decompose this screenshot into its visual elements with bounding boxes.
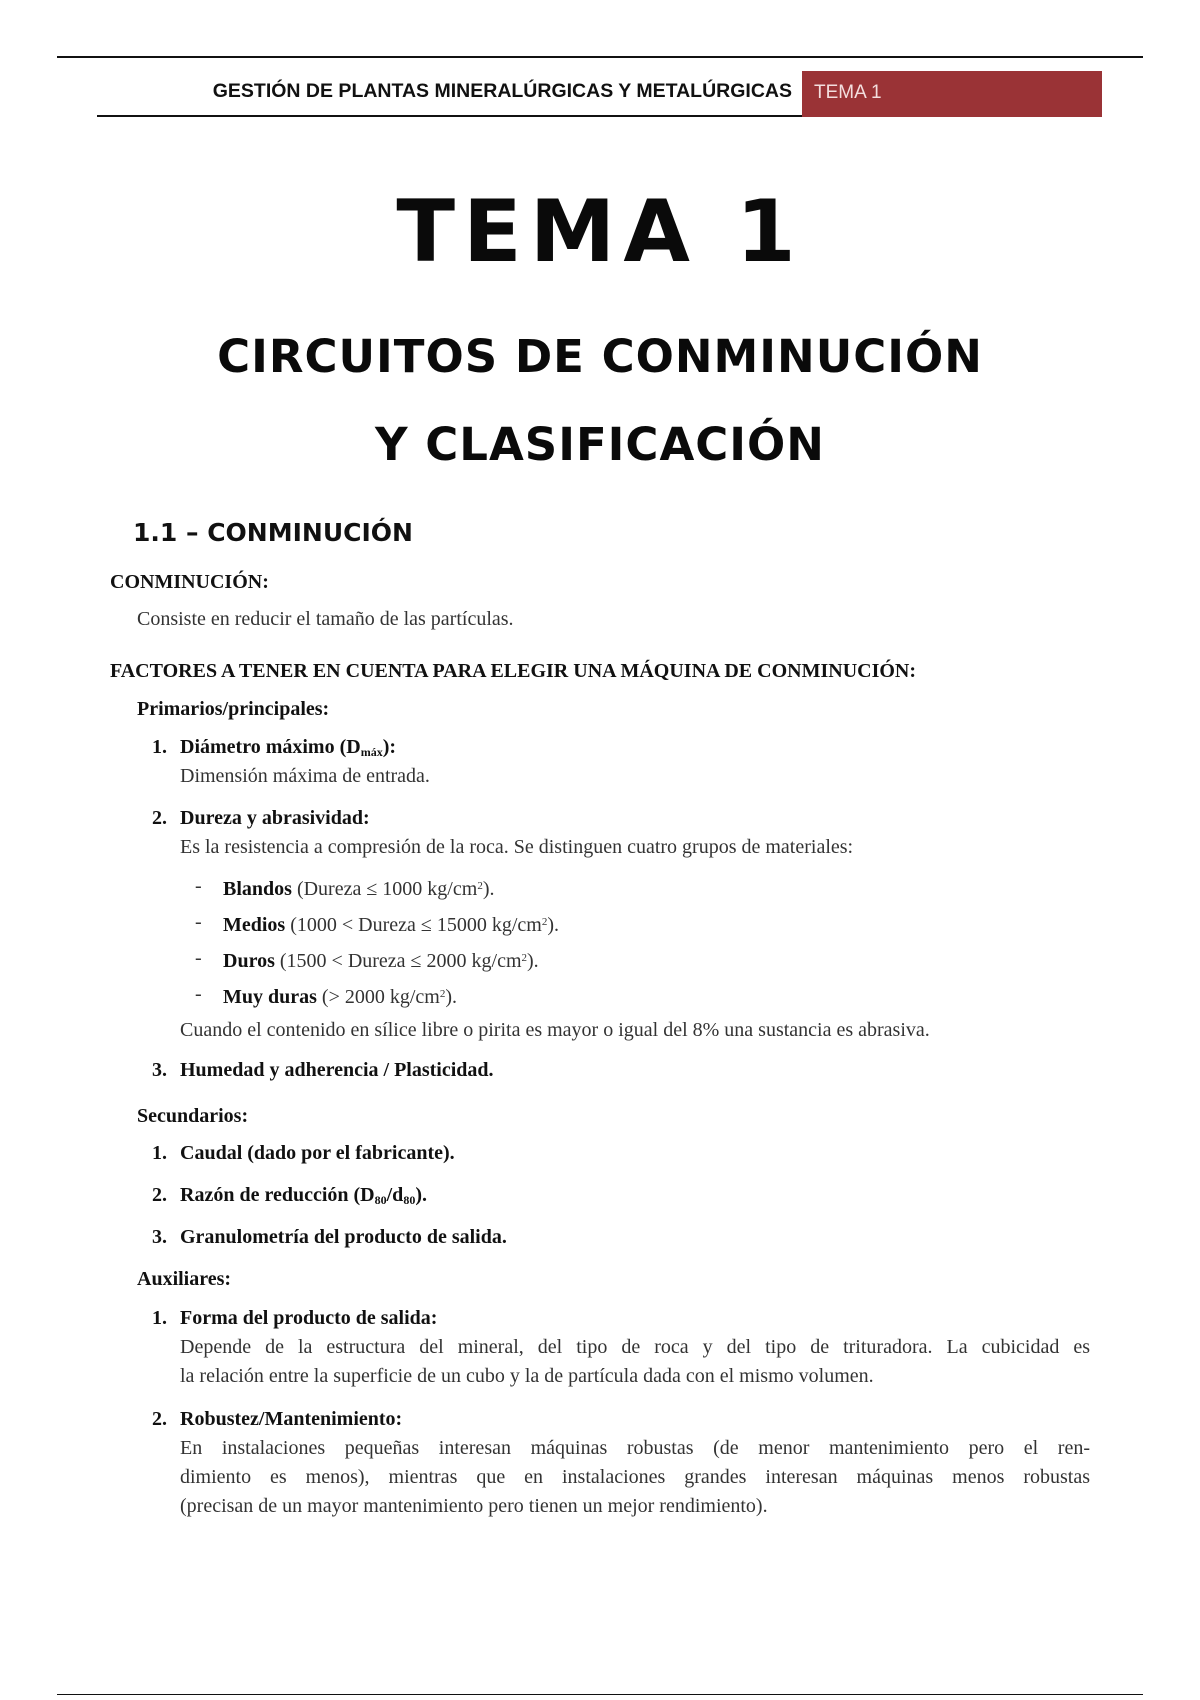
header-badge: TEMA 1 [802, 71, 1102, 117]
material-item: Blandos (Dureza ≤ 1000 $kg/cm^2$). [223, 878, 495, 900]
chapter-subtitle-line2: Y CLASIFICACIÓN [375, 418, 825, 471]
secundario-3-title: Granulometría del producto de salida. [180, 1226, 507, 1248]
primario-2-num: 2. [152, 807, 167, 829]
header-title: GESTIÓN DE PLANTAS MINERALÚRGICAS Y METALÚRGICAS [212, 80, 792, 102]
chapter-subtitle-line1: CIRCUITOS DE CONMINUCIÓN [217, 330, 983, 383]
auxiliar-2-title: Robustez/Mantenimiento: [180, 1408, 403, 1430]
primario-3-num: 3. [152, 1059, 167, 1081]
auxiliar-2-line3: (precisan de un mayor mantenimiento pero tienen un mejor rendimiento). [180, 1495, 768, 1517]
primario-3-title: Humedad y adherencia / Plasticidad. [180, 1059, 494, 1081]
secundario-1-title: Caudal (dado por el fabricante). [180, 1142, 455, 1164]
auxiliar-1-title: Forma del producto de salida: [180, 1307, 438, 1329]
primario-1-desc: Dimensión máxima de entrada. [180, 765, 430, 787]
header-bottom-rule [97, 115, 802, 117]
auxiliar-1-line2: la relación entre la superficie de un cubo y la de partícula dada con el mismo volumen. [180, 1365, 874, 1387]
auxiliar-2-num: 2. [152, 1408, 167, 1430]
abrasive-note: Cuando el contenido en sílice libre o pirita es mayor o igual del 8% una sustancia es abrasiva. [180, 1019, 930, 1041]
primarios-label: Primarios/principales: [137, 698, 330, 720]
secundario-1-num: 1. [152, 1142, 167, 1164]
secundario-3-num: 3. [152, 1226, 167, 1248]
primario-2-title: Dureza y abrasividad: [180, 807, 370, 829]
material-bullet: - [195, 947, 202, 969]
auxiliar-2-line1: En instalaciones pequeñas interesan máquinas robustas (de menor mantenimiento pero el ren- [180, 1437, 1090, 1459]
secundario-2-title: Razón de reducción $(D_{80}/d_{80})$. [180, 1184, 427, 1207]
definition-term: CONMINUCIÓN: [110, 571, 269, 593]
material-bullet: - [195, 911, 202, 933]
material-bullet: - [195, 875, 202, 897]
material-item: Medios (1000 < Dureza ≤ 15000 $kg/cm^2$). [223, 914, 560, 936]
chapter-title: TEMA 1 [396, 182, 804, 282]
footer-rule [57, 1694, 1143, 1695]
auxiliar-1-num: 1. [152, 1307, 167, 1329]
auxiliares-label: Auxiliares: [137, 1268, 232, 1290]
header-top-rule [57, 56, 1143, 58]
primario-2-desc: Es la resistencia a compresión de la roca. Se distinguen cuatro grupos de materiales: [180, 836, 854, 858]
definition-text: Consiste en reducir el tamaño de las partículas. [137, 608, 514, 630]
auxiliar-2-line2: dimiento es menos), mientras que en instalaciones grandes interesan máquinas menos robustas [180, 1466, 1090, 1488]
material-item: Duros (1500 < Dureza ≤ 2000 $kg/cm^2$). [223, 950, 539, 972]
section-heading: 1.1 – CONMINUCIÓN [133, 518, 413, 547]
secundarios-label: Secundarios: [137, 1105, 249, 1127]
auxiliar-1-line1: Depende de la estructura del mineral, del tipo de roca y del tipo de trituradora. La cubicidad es [180, 1336, 1090, 1358]
material-item: Muy duras (> 2000 $kg/cm^2$). [223, 986, 458, 1008]
primario-1-title: Diámetro máximo $(D_{máx})$: [180, 736, 397, 759]
secundario-2-num: 2. [152, 1184, 167, 1206]
primario-1-num: 1. [152, 736, 167, 758]
factors-heading: FACTORES A TENER EN CUENTA PARA ELEGIR UNA MÁQUINA DE CONMINUCIÓN: [110, 660, 917, 682]
material-bullet: - [195, 983, 202, 1005]
